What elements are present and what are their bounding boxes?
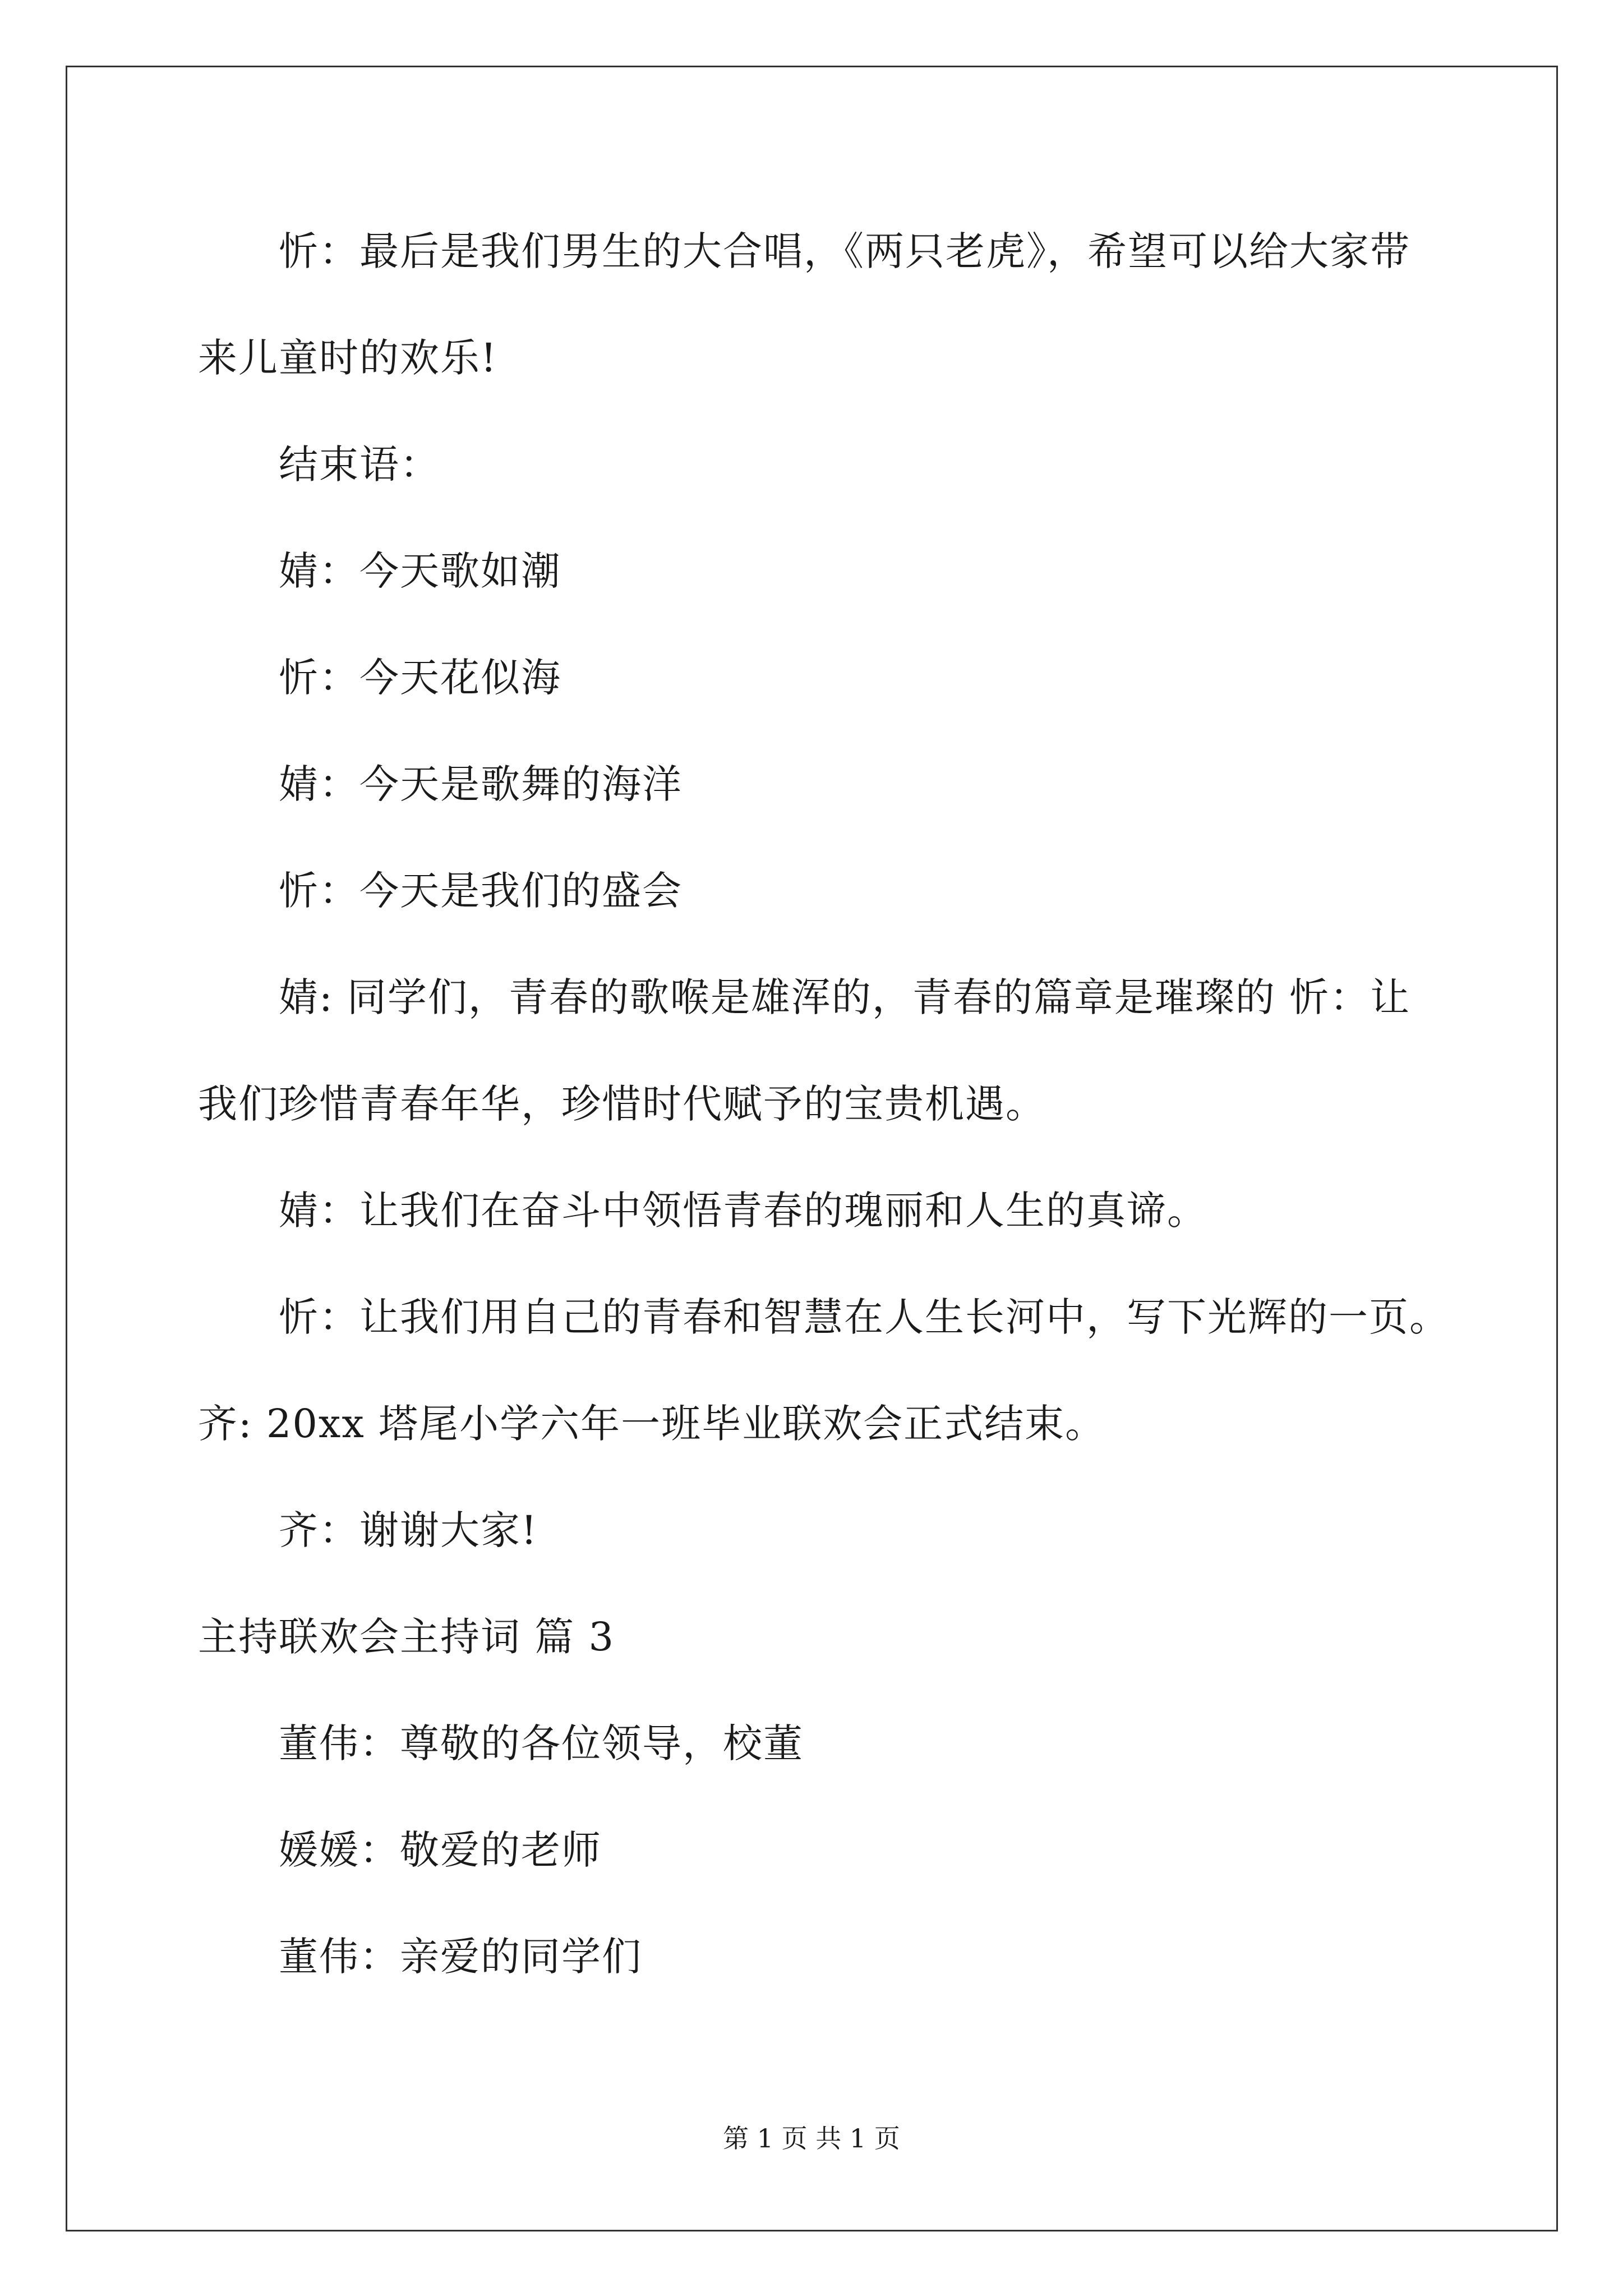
- text-line: 婧：今天歌如潮: [279, 548, 561, 594]
- text-line: 忻：让我们用自己的青春和智慧在人生长河中，写下光辉的一页。: [279, 1294, 1450, 1340]
- section-heading: 主持联欢会主持词 篇 3: [198, 1614, 615, 1660]
- text-line: 齐: 20xx 塔尾小学六年一班毕业联欢会正式结束。: [198, 1401, 1106, 1447]
- text-line: 齐：谢谢大家!: [279, 1507, 538, 1553]
- text-line: 媛媛：敬爱的老师: [279, 1827, 602, 1873]
- text-line: 婧：让我们在奋斗中领悟青春的瑰丽和人生的真谛。: [279, 1188, 1207, 1234]
- page-border: [66, 66, 1558, 2231]
- text-line: 忻：今天是我们的盛会: [279, 868, 683, 914]
- text-line: 董伟：亲爱的同学们: [279, 1934, 642, 1980]
- text-line: 来儿童时的欢乐!: [198, 335, 498, 381]
- text-line: 董伟：尊敬的各位领导，校董: [279, 1720, 804, 1766]
- text-line: 忻：最后是我们男生的大合唱，《两只老虎》，希望可以给大家带: [279, 228, 1410, 274]
- text-line: 结束语：: [279, 441, 440, 487]
- page-footer: 第 1 页 共 1 页: [723, 2123, 900, 2154]
- text-line: 忻：今天花似海: [279, 655, 561, 701]
- text-line: 我们珍惜青春年华，珍惜时代赋予的宝贵机遇。: [198, 1081, 1046, 1127]
- text-line: 婧: 同学们，青春的歌喉是雄浑的，青春的篇章是璀璨的 忻：让: [279, 974, 1411, 1020]
- text-line: 婧：今天是歌舞的海洋: [279, 761, 683, 807]
